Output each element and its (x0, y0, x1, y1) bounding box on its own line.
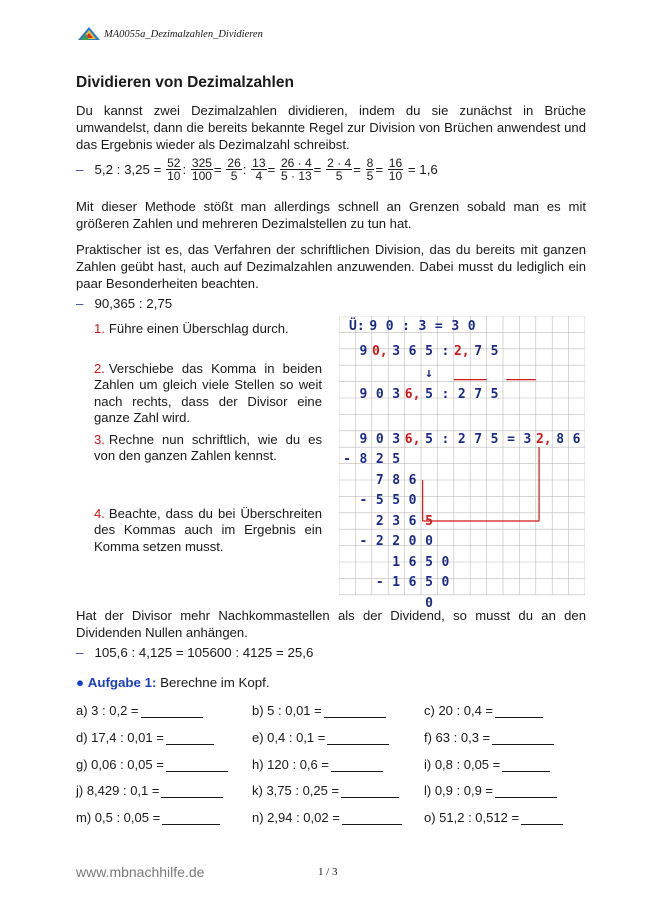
fraction: $\frac{26 \cdot 4}{5 \cdot 13}$ (280, 156, 312, 183)
exercise-item (424, 757, 550, 772)
grid-digit: 5 (425, 513, 433, 529)
exercise-text: j) 8,429 : 0,1 = (76, 783, 160, 798)
grid-digit: 2 (457, 386, 466, 402)
exercise-text: o) 51,2 : 0,512 = (424, 810, 520, 825)
grid-digit: 5 (392, 452, 401, 468)
grid-digit: 6 (408, 575, 417, 591)
fraction: $\frac{2 \cdot 4}{5}$ (327, 156, 352, 183)
grid-digit: 0 (425, 595, 433, 611)
grid-digit: 5 (375, 493, 384, 509)
grid-digit: - (359, 493, 368, 509)
dash-marker: – (76, 645, 84, 660)
grid-digit: = (507, 431, 515, 447)
grid-digit: 9 (359, 343, 368, 359)
exercise-item (424, 810, 563, 825)
step-text: Führe einen Überschlag durch. (108, 321, 289, 336)
grid-digit: 0 (425, 534, 433, 550)
exercise-item (252, 703, 386, 718)
grid-digit: 2 (375, 513, 384, 529)
exercise-text: g) 0,06 : 0,05 = (76, 757, 164, 772)
logo-icon (78, 27, 100, 41)
exercise-item (76, 810, 220, 825)
task-label: Aufgabe 1: (87, 675, 157, 690)
grid-digit: : (441, 343, 450, 359)
exercise-item (76, 730, 214, 745)
exercise-item (76, 757, 228, 772)
answer-blank[interactable] (521, 812, 563, 825)
fraction: $\frac{8}{5}$ (366, 156, 374, 183)
grid-digit: 0 (375, 431, 384, 447)
example-3 (76, 645, 313, 660)
grid-digit: 2, (453, 343, 470, 359)
grid-digit: 6 (572, 431, 581, 447)
example-2-expr: 90,365 : 2,75 (94, 296, 173, 311)
grid-digit: 3 (451, 319, 460, 334)
grid-digit: 6 (408, 472, 417, 488)
paragraph-2: Mit dieser Methode stößt man allerdings schnell an Grenzen sobald man es mit größeren Zahlen und mehreren Dezimalstellen zu tun hat. (76, 199, 586, 231)
grid-digit: 8 (556, 431, 565, 447)
exercise-text: a) 3 : 0,2 = (76, 703, 139, 718)
intro-paragraph: Du kannst zwei Dezimalzahlen dividieren, indem du sie zunächst in Brüche umwandelst, dann die bereits bekannte Regel zur Division von Brüchen anwendest und das Ergebnis wieder als Dezimalzahl schreibst. (76, 103, 586, 152)
grid-digit: : (441, 386, 450, 402)
grid-digit: 0 (441, 575, 450, 591)
answer-blank[interactable] (166, 732, 214, 745)
grid-digit: 0 (408, 493, 417, 509)
exercise-text: e) 0,4 : 0,1 = (252, 730, 326, 745)
answer-blank[interactable] (331, 759, 383, 772)
page-title: Dividieren von Dezimalzahlen (76, 74, 294, 91)
grid-digit: 0 (375, 386, 384, 402)
grid-digit: 1 (392, 554, 401, 570)
exercise-item (424, 730, 554, 745)
grid-digit: - (343, 452, 351, 468)
grid-digit: 0 (467, 319, 476, 334)
grid-digit: ↓ (425, 366, 433, 382)
exercise-text: c) 20 : 0,4 = (424, 703, 494, 718)
answer-blank[interactable] (341, 785, 399, 798)
exercise-item (76, 783, 223, 798)
grid-digit: 8 (359, 452, 368, 468)
exercise-text: n) 2,94 : 0,02 = (252, 810, 340, 825)
grid-digit: - (359, 534, 368, 550)
grid-digit: 5 (425, 575, 433, 591)
fraction: $\frac{325}{100}$ (191, 156, 212, 183)
paragraph-4: Hat der Divisor mehr Nachkommastellen als der Dividend, so musst du an den Dividenden Nullen anhängen. (76, 608, 586, 640)
example-1-result: = 1,6 (407, 162, 438, 177)
step-text: Rechne nun schriftlich, wie du es von den ganzen Zahlen kennst. (94, 432, 322, 464)
grid-digit: 3 (523, 431, 532, 447)
grid-digit: : (441, 431, 450, 447)
example-1 (76, 157, 438, 182)
grid-digit: 1 (392, 575, 401, 591)
grid-digit: 0, (371, 343, 388, 359)
answer-blank[interactable] (342, 812, 402, 825)
task-text: Berechne im Kopf. (156, 675, 270, 690)
step-1 (94, 321, 322, 337)
doc-id: MA0055a_Dezimalzahlen_Dividieren (104, 29, 263, 40)
operator: = (267, 162, 276, 177)
step-number: 4. (94, 506, 105, 521)
fraction: $\frac{52}{10}$ (167, 156, 181, 183)
grid-digit: 6, (404, 431, 421, 447)
answer-blank[interactable] (161, 785, 223, 798)
grid-digit: 9 (359, 386, 368, 402)
grid-digit: 7 (474, 386, 483, 402)
grid-digit: 5 (392, 493, 401, 509)
grid-digit: 5 (490, 431, 499, 447)
exercise-text: l) 0,9 : 0,9 = (424, 783, 494, 798)
answer-blank[interactable] (162, 812, 220, 825)
task-bullet: ● (76, 675, 85, 690)
grid-digit: 5 (490, 343, 499, 359)
step-number: 3. (94, 432, 105, 447)
answer-blank[interactable] (166, 759, 228, 772)
grid-digit: 6 (408, 554, 417, 570)
grid-digit: 2 (375, 452, 384, 468)
answer-blank[interactable] (495, 705, 543, 718)
exercise-text: b) 5 : 0,01 = (252, 703, 322, 718)
step-text: Beachte, dass du bei Überschreiten des Kommas auch im Ergebnis ein Komma setzen musst. (94, 506, 322, 554)
operator: = (213, 162, 222, 177)
answer-blank[interactable] (502, 759, 550, 772)
footer-page: 1 / 3 (318, 866, 338, 878)
grid-digit: 6, (404, 386, 421, 402)
exercise-item (424, 703, 543, 718)
grid-digit: 0 (408, 534, 417, 550)
exercise-item (252, 810, 402, 825)
exercise-text: d) 17,4 : 0,01 = (76, 730, 164, 745)
grid-digit: 6 (408, 343, 417, 359)
task-heading (76, 675, 270, 690)
exercise-item (424, 783, 557, 798)
grid-digit: 2, (535, 431, 552, 447)
grid-digit: : (402, 319, 410, 334)
grid-digit: 5 (425, 431, 433, 447)
dash-marker: – (76, 296, 84, 311)
step-text: Verschiebe das Komma in beiden Zahlen um gleich viele Stellen so weit nach rechts, dass der Divisor eine ganze Zahl wird. (94, 361, 322, 425)
grid-digit: 9 (369, 319, 378, 334)
grid-digit: 0 (385, 319, 394, 334)
paragraph-3: Praktischer ist es, das Verfahren der schriftlichen Division, das du bereits mit ganzen Zahlen geübt hast, auch auf Dezimalzahlen anzuwenden. Dabei musst du lediglich ein paar Besonderheiten beachten. (76, 242, 586, 291)
grid-digit: = (434, 319, 443, 334)
answer-blank[interactable] (495, 785, 557, 798)
grid-digit: 5 (425, 386, 433, 402)
fraction: $\frac{13}{4}$ (252, 156, 266, 183)
exercise-item (252, 730, 389, 745)
operator: = (353, 162, 361, 177)
grid-digit: 8 (392, 472, 401, 488)
exercise-text: i) 0,8 : 0,05 = (424, 757, 501, 772)
grid-digit: 5 (490, 386, 499, 402)
operator: = (313, 162, 322, 177)
answer-blank[interactable] (324, 705, 386, 718)
step-number: 1. (94, 321, 105, 336)
operator: : (242, 162, 247, 177)
example-2 (76, 296, 172, 311)
step-number: 2. (94, 361, 105, 376)
grid-digit: 3 (392, 513, 401, 529)
grid-digit: 7 (474, 431, 483, 447)
answer-blank[interactable] (492, 732, 554, 745)
exercise-text: k) 3,75 : 0,25 = (252, 783, 340, 798)
dash-marker: – (76, 162, 84, 177)
grid-digit: - (375, 575, 384, 591)
grid-digit: 3 (392, 431, 401, 447)
step-3 (94, 432, 322, 465)
exercise-text: m) 0,5 : 0,05 = (76, 810, 161, 825)
grid-digit: 3 (418, 319, 427, 334)
operator: = (375, 162, 384, 177)
operator: : (182, 162, 187, 177)
grid-digit: 6 (408, 513, 417, 529)
grid-digit: Ü: (349, 319, 365, 334)
exercise-item (76, 703, 203, 718)
grid-digit: 2 (392, 534, 401, 550)
grid-digit: 3 (392, 343, 401, 359)
example-1-lhs: 5,2 : 3,25 = (94, 162, 162, 177)
example-3-expr: 105,6 : 4,125 = 105600 : 4125 = 25,6 (94, 645, 314, 660)
grid-digit: 3 (392, 386, 401, 402)
grid-digit: 7 (375, 472, 384, 488)
fraction: $\frac{16}{10}$ (388, 156, 403, 183)
grid-digit: 2 (457, 431, 466, 447)
exercise-item (252, 757, 383, 772)
grid-digit: 2 (375, 534, 384, 550)
fraction: $\frac{26}{5}$ (227, 156, 241, 183)
exercise-text: f) 63 : 0,3 = (424, 730, 491, 745)
answer-blank[interactable] (327, 732, 389, 745)
step-2 (94, 361, 322, 426)
step-4 (94, 506, 322, 555)
grid-digit: 5 (425, 343, 433, 359)
footer-site: www.mbnachhilfe.de (76, 864, 205, 880)
grid-digit: 9 (359, 431, 368, 447)
grid-digit: 0 (441, 554, 450, 570)
exercise-text: h) 120 : 0,6 = (252, 757, 329, 772)
grid-digit: 7 (474, 343, 483, 359)
answer-blank[interactable] (141, 705, 203, 718)
grid-digit: 5 (425, 554, 433, 570)
exercise-item (252, 783, 399, 798)
